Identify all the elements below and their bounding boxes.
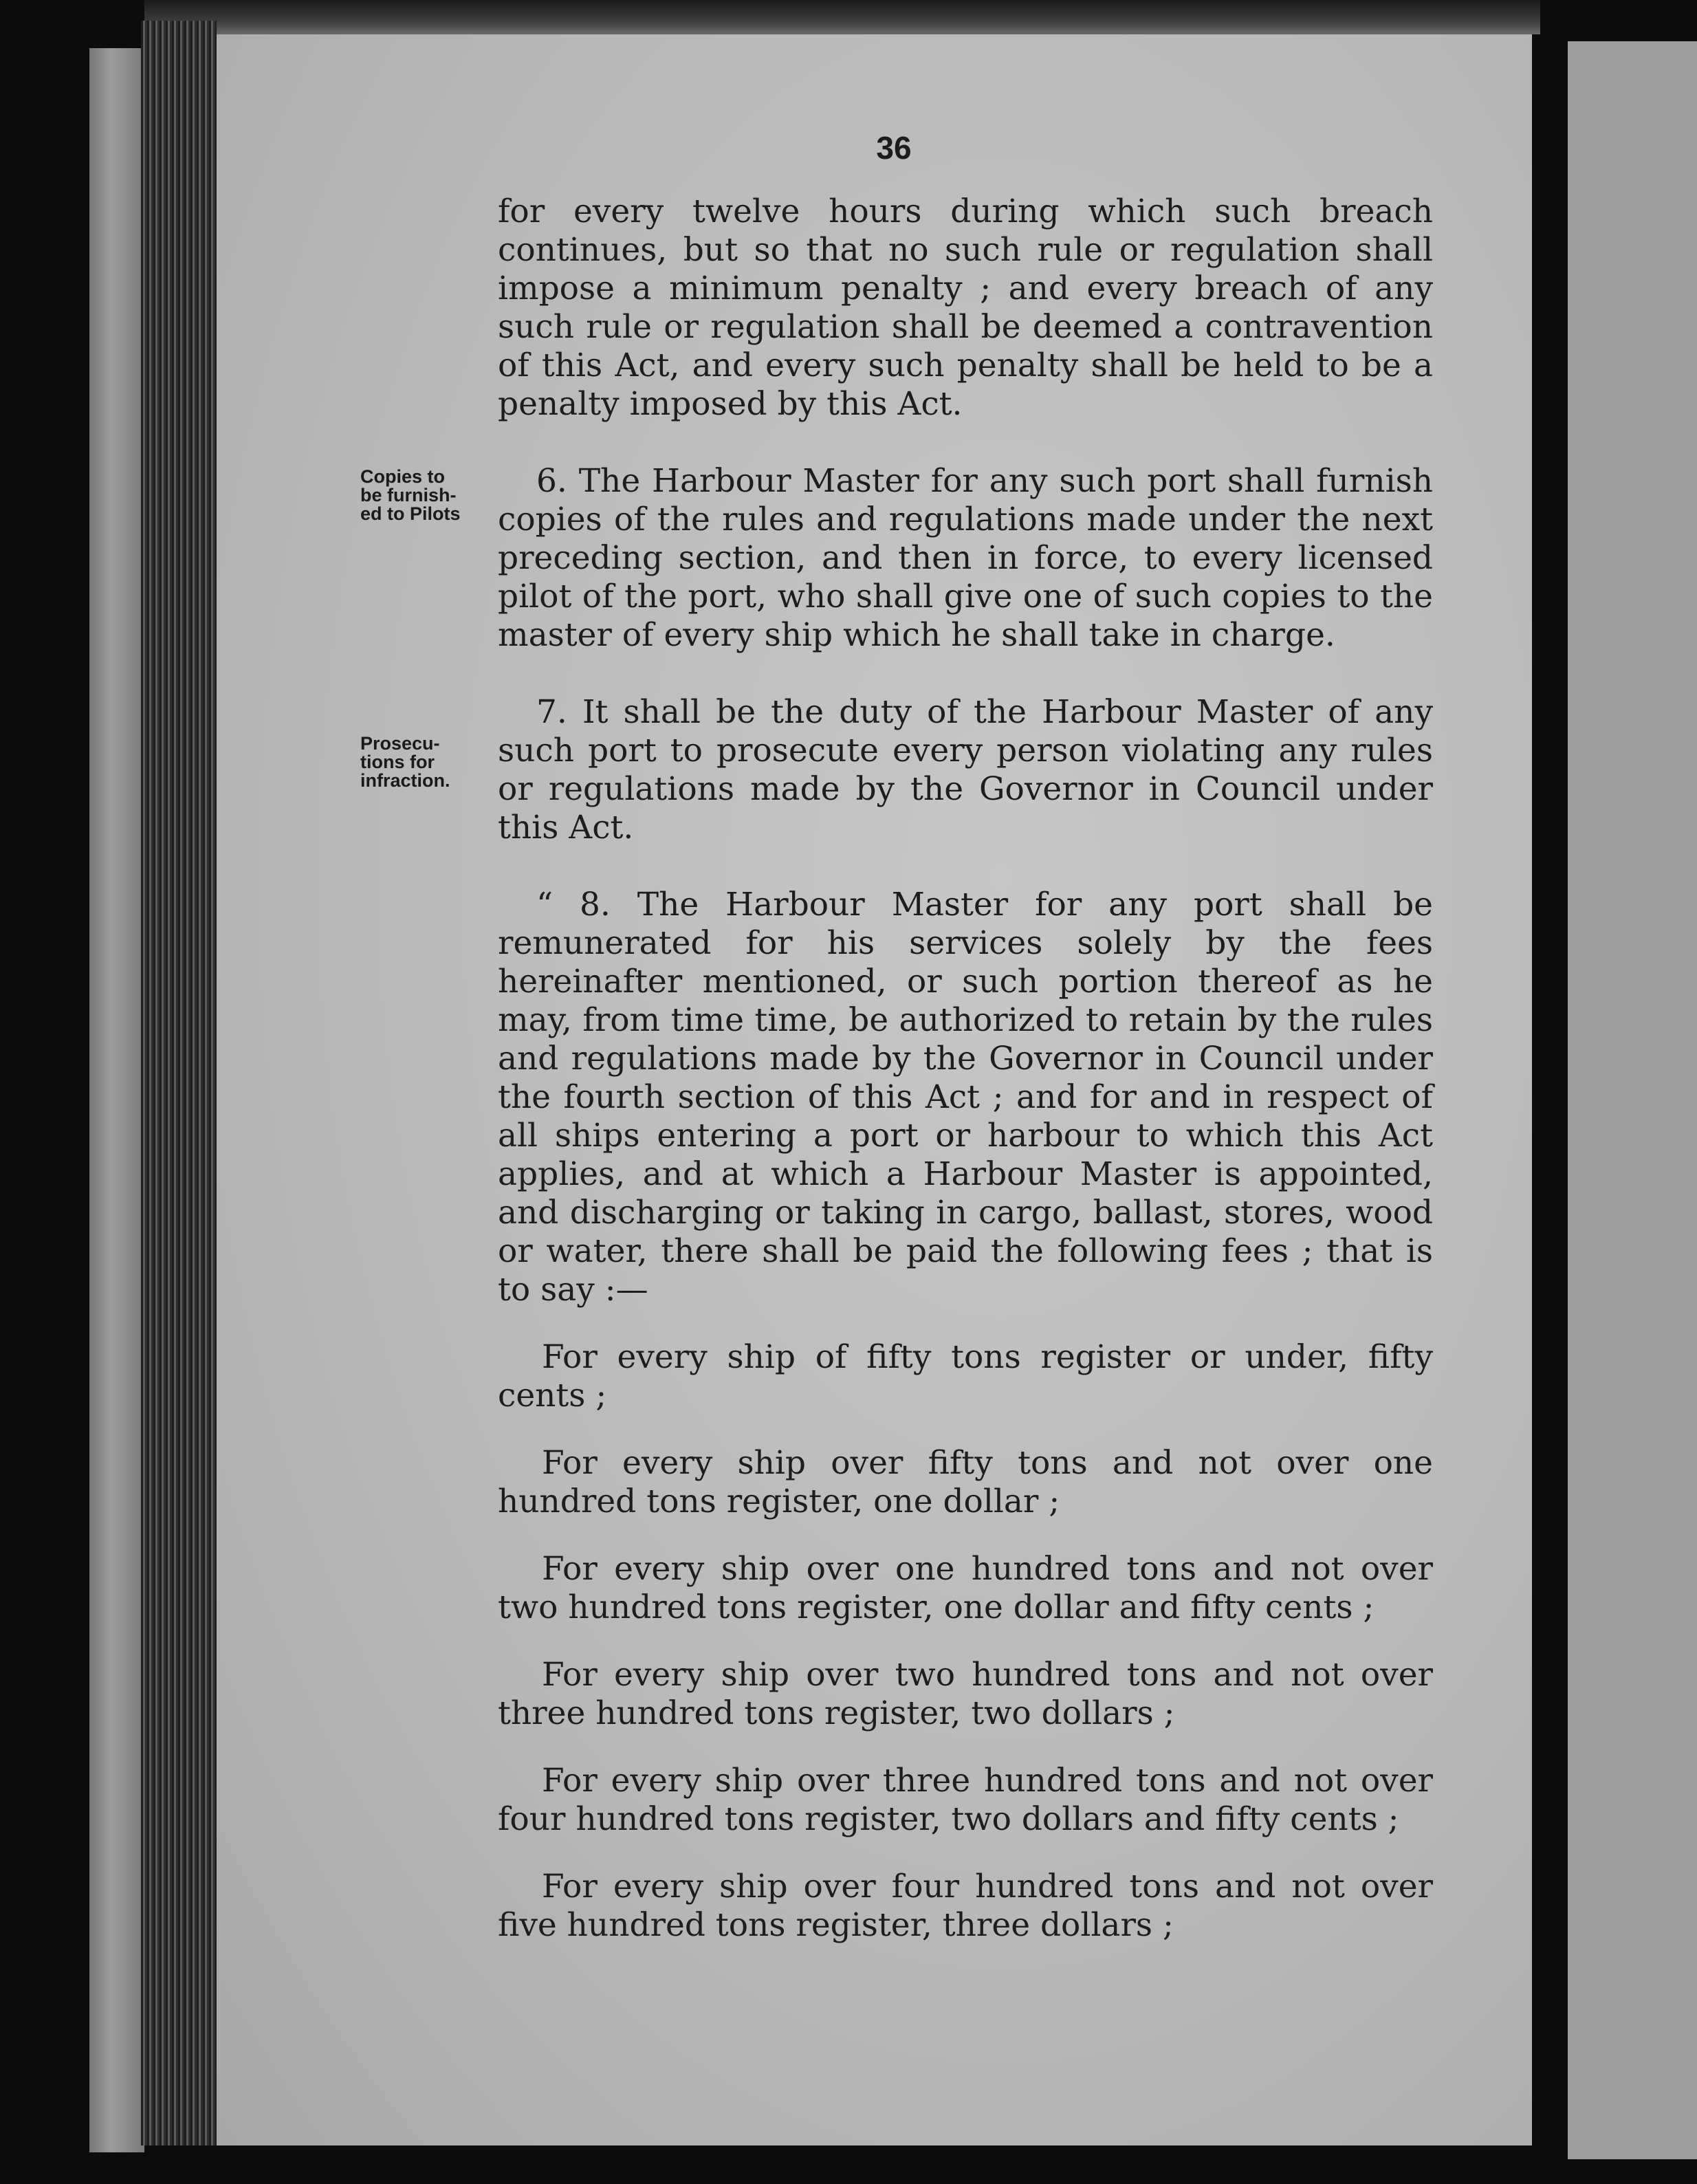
scan-top-shadow <box>144 0 1540 34</box>
fee-item: For every ship over two hundred tons and not over three hundred tons register, two dollars ; <box>498 1656 1433 1732</box>
continuation-paragraph: for every twelve hours during which such breach continues, but so that no such rule or regulation shall impose a minimum penalty ; and every breach of any such rule or regulation shall be deemed a contravention of this Act, and every such penalty shall be held to be a penalty imposed by this Act. <box>498 193 1433 423</box>
page-stack-edges <box>141 21 217 2145</box>
margin-note-line: ed to Pilots <box>360 503 461 524</box>
section-7-paragraph: 7. It shall be the duty of the Harbour Master of any such port to prosecute every person violating any rules or regulations made by the Governor in Council under this Act. <box>498 693 1433 847</box>
main-text-block <box>498 193 1433 1945</box>
facing-page-left-edge <box>89 48 144 2152</box>
fee-item: For every ship of fifty tons register or under, fifty cents ; <box>498 1338 1433 1415</box>
section-8-paragraph: “ 8. The Harbour Master for any port shall be remunerated for his services solely by the fees hereinafter mentioned, or such portion thereof as he may, from time time, be authorized to retain by the rules and regulations made by the Governor in Council under the fourth section of this Act ; and for and in respect of all ships entering a port or harbour to which this Act applies, and at which a Harbour Master is appointed, and discharging or taking in cargo, ballast, stores, wood or water, there shall be paid the following fees ; that is to say :— <box>498 886 1433 1309</box>
fee-item: For every ship over three hundred tons and not over four hundred tons register, two dollars and fifty cents ; <box>498 1762 1433 1838</box>
margin-note-line: Prosecu- <box>360 733 440 754</box>
margin-note-copies-to-pilots <box>360 468 491 523</box>
fee-item: For every ship over one hundred tons and not over two hundred tons register, one dollar and fifty cents ; <box>498 1550 1433 1626</box>
page-number: 36 <box>876 130 912 166</box>
margin-note-line: be furnish- <box>360 485 457 505</box>
fee-item: For every ship over four hundred tons and not over five hundred tons register, three dollars ; <box>498 1868 1433 1944</box>
fee-item: For every ship over fifty tons and not over one hundred tons register, one dollar ; <box>498 1444 1433 1520</box>
margin-note-line: Copies to <box>360 466 446 487</box>
margin-note-line: tions for <box>360 752 435 772</box>
margin-note-line: infraction. <box>360 770 450 791</box>
facing-page-right-edge <box>1568 41 1697 2159</box>
margin-note-prosecutions <box>360 734 491 790</box>
section-6-paragraph: 6. The Harbour Master for any such port shall furnish copies of the rules and regulations made under the next preceding section, and then in force, to every licensed pilot of the port, who shall give one of such copies to the master of every ship which he shall take in charge. <box>498 462 1433 654</box>
